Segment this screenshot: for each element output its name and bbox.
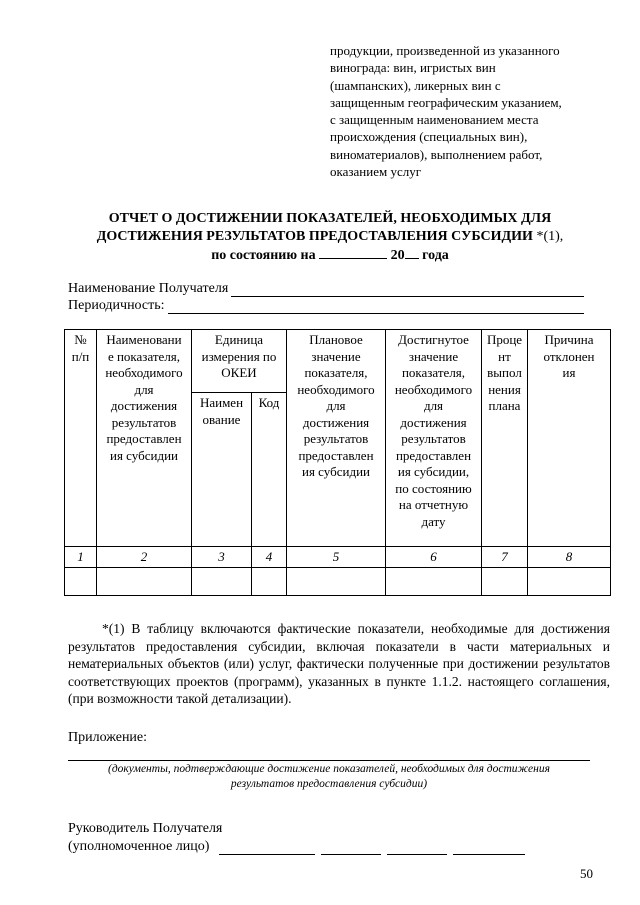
- table-cell: [65, 568, 97, 596]
- table-cell: [528, 568, 611, 596]
- header-line: ия: [562, 365, 576, 380]
- title-date-prefix: по состоянию на: [211, 248, 320, 263]
- table-cell: [192, 568, 252, 596]
- column-number: 3: [192, 547, 252, 568]
- header-plan-percent: [482, 330, 528, 547]
- column-number: 4: [252, 547, 287, 568]
- intro-line: с защищенным наименованием места: [330, 112, 539, 128]
- header-line: измерения по: [201, 348, 277, 364]
- intro-line: (шампанских), ликерных вин с: [330, 77, 501, 93]
- footnote-text: *(1) В таблицу включаются фактические показатели, необходимые для достижения результатов предоставления субсидии, включая показатели в части материальных и нематериальных объектов (или) услуг, фактически полученные при достижении результатов соответствующих проектов (программ), указанных в пункте 1.1.2. настоящего соглашения, (при возможности такой детализации).: [68, 621, 610, 706]
- annex-note-line: результатов предоставления субсидии): [230, 778, 428, 790]
- header-line: предоставлен: [298, 447, 374, 463]
- header-unit-code: Код: [252, 393, 287, 547]
- header-line: результатов: [111, 414, 177, 430]
- header-line: Наимен: [199, 395, 244, 410]
- header-line: значение: [311, 348, 361, 364]
- column-number: 2: [97, 547, 192, 568]
- table-cell: [252, 568, 287, 596]
- column-number: 7: [482, 547, 528, 568]
- header-line: для: [326, 398, 346, 413]
- signature-blank: [321, 840, 381, 855]
- table-empty-row: [65, 568, 611, 596]
- signature-blank: [219, 840, 315, 855]
- title-year-prefix: 20: [387, 248, 405, 263]
- report-table: [64, 329, 611, 596]
- recipient-blank-line: [231, 282, 584, 297]
- header-line: Плановое: [309, 332, 363, 347]
- header-line: нения: [488, 381, 521, 397]
- header-line: необходимого: [105, 365, 183, 380]
- header-line: Причина: [544, 332, 594, 347]
- header-line: дату: [421, 513, 446, 529]
- header-line: результатов: [401, 431, 466, 446]
- column-number: 5: [287, 547, 386, 568]
- header-line: п/п: [71, 348, 90, 364]
- header-line: показателя,: [401, 365, 466, 380]
- table-cell: [386, 568, 482, 596]
- title-line-2-text: ДОСТИЖЕНИЯ РЕЗУЛЬТАТОВ ПРЕДОСТАВЛЕНИЯ СУБСИДИИ: [96, 229, 533, 244]
- header-line: Проце: [486, 332, 523, 347]
- header-line: достижения: [110, 398, 178, 413]
- header-achieved-value: [386, 330, 482, 547]
- periodicity-blank-line: [168, 299, 584, 314]
- column-number: 6: [386, 547, 482, 568]
- periodicity-label: Периодичность:: [68, 298, 165, 313]
- header-line: ия субсидии,: [397, 464, 470, 479]
- intro-text: [330, 42, 610, 180]
- header-number: [65, 330, 97, 547]
- header-line: плана: [488, 398, 521, 413]
- header-line: Единица: [214, 332, 264, 347]
- footnote: [68, 620, 610, 708]
- signature-block: [68, 820, 525, 855]
- title-line-3: [60, 246, 600, 265]
- header-line: ОКЕИ: [221, 365, 257, 380]
- header-line: выпол: [487, 365, 522, 380]
- header-line: необходимого: [297, 381, 375, 397]
- table-cell: [287, 568, 386, 596]
- intro-line: винограда: вин, игристых вин: [330, 60, 496, 76]
- header-line: предоставлен: [395, 447, 472, 463]
- signature-row: [68, 838, 525, 856]
- header-line: е показателя,: [107, 348, 181, 364]
- table-cell: [97, 568, 192, 596]
- title-year-suffix: года: [418, 248, 449, 263]
- header-line: Достигнутое: [398, 332, 469, 347]
- annex-note-line: (документы, подтверждающие достижение показателей, необходимых для достижения: [108, 763, 550, 775]
- periodicity-field: [68, 297, 584, 314]
- header-line: по состоянию: [395, 480, 472, 496]
- header-line: для: [423, 398, 444, 413]
- title-line-2: [60, 228, 600, 246]
- column-number: 8: [528, 547, 611, 568]
- header-line: показателя,: [304, 365, 368, 380]
- annex-label: Приложение:: [68, 730, 148, 745]
- header-line: ование: [202, 411, 241, 427]
- title-line-1: ОТЧЕТ О ДОСТИЖЕНИИ ПОКАЗАТЕЛЕЙ, НЕОБХОДИМЫХ ДЛЯ: [108, 211, 552, 226]
- header-unit-name: [192, 393, 252, 547]
- annex-blank-line: [68, 760, 590, 761]
- header-deviation-reason: [528, 330, 611, 547]
- header-planned-value: [287, 330, 386, 547]
- header-line: достижения: [302, 414, 370, 430]
- signature-title: Руководитель Получателя: [68, 821, 223, 836]
- recipient-field: [68, 280, 584, 297]
- header-line: необходимого: [394, 381, 473, 397]
- table-cell: [482, 568, 528, 596]
- signature-blank: [387, 840, 447, 855]
- table-header-row: [65, 330, 611, 393]
- column-number: 1: [65, 547, 97, 568]
- recipient-label: Наименование Получателя: [68, 281, 229, 296]
- header-line: ия субсидии: [302, 464, 370, 479]
- header-line: на отчетную: [398, 497, 469, 512]
- signature-blank: [453, 840, 525, 855]
- report-title: [60, 210, 600, 265]
- header-indicator-name: [97, 330, 192, 547]
- annex-note: [68, 762, 590, 792]
- header-unit: [192, 330, 287, 393]
- date-blank: [319, 246, 387, 259]
- signature-subtitle: (уполномоченное лицо): [68, 838, 210, 854]
- intro-line: оказанием услуг: [330, 164, 422, 180]
- intro-line: продукции, произведенной из указанного: [330, 43, 560, 58]
- title-footnote-ref: *(1),: [532, 229, 564, 244]
- header-line: значение: [408, 348, 459, 364]
- intro-line: виноматериалов), выполнением работ,: [330, 146, 543, 162]
- header-line: предоставлен: [106, 431, 182, 446]
- header-line: Наименовани: [106, 332, 182, 347]
- header-line: отклонен: [543, 348, 595, 364]
- page-number: 50: [580, 866, 593, 881]
- year-blank: [405, 246, 419, 259]
- table-column-numbers-row: [65, 547, 611, 568]
- header-line: №: [74, 332, 87, 347]
- intro-line: происхождения (специальных вин),: [330, 129, 528, 145]
- header-line: достижения: [400, 414, 467, 430]
- header-line: нт: [498, 348, 511, 364]
- header-line: результатов: [303, 431, 369, 446]
- intro-line: защищенным географическим указанием,: [330, 94, 562, 110]
- header-line: ия субсидии: [110, 447, 178, 463]
- header-line: для: [134, 381, 154, 397]
